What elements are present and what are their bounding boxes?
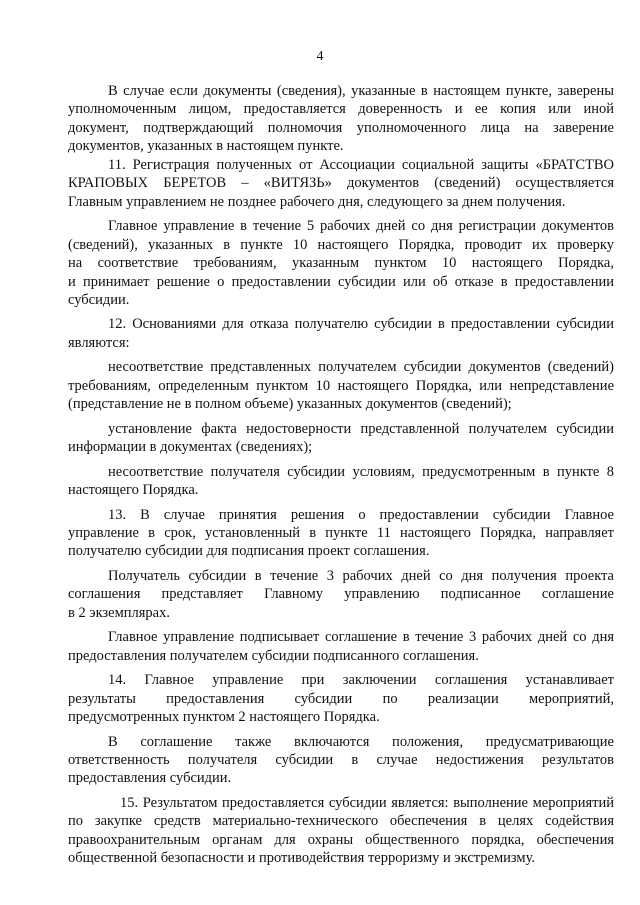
text-line: 12. Основаниями для отказа получателю субсидии в предоставлении субсидии xyxy=(108,316,614,333)
text-line: в 2 экземплярах. xyxy=(68,604,170,621)
text-line: 15. Результатом предоставляется субсидии является: выполнение мероприятий xyxy=(120,794,614,811)
text-line: Главное управление подписывает соглашение в течение 3 рабочих дней со дня xyxy=(108,629,614,646)
text-line: В соглашение также включаются положения, предусматривающие xyxy=(108,733,614,750)
text-line: уполномоченным лицом, предоставляется доверенность и ее копия или иной xyxy=(68,101,614,118)
text-line: несоответствие получателя субсидии условиям, предусмотренным в пункте 8 xyxy=(108,463,614,480)
text-line: КРАПОВЫХ БЕРЕТОВ – «ВИТЯЗЬ» документов (сведений) осуществляется xyxy=(68,175,614,192)
text-line: 11. Регистрация полученных от Ассоциации социальной защиты «БРАТСТВО xyxy=(108,156,614,173)
text-line: (сведений), указанных в пункте 10 настоящего Порядка, проводит их проверку xyxy=(68,236,614,253)
document-body xyxy=(68,82,614,868)
text-line: результаты предоставления субсидии по реализации мероприятий, xyxy=(68,690,614,707)
text-line: несоответствие представленных получателем субсидии документов (сведений) xyxy=(108,359,614,376)
text-line: и принимает решение о предоставлении субсидии или об отказе в предоставлении xyxy=(68,273,614,290)
text-line: предоставления получателем субсидии подписанного соглашения. xyxy=(68,647,479,664)
text-line: Главное управление в течение 5 рабочих дней со дня регистрации документов xyxy=(108,218,614,235)
page-number: 4 xyxy=(316,49,324,64)
text-line: по закупке средств материально-технического обеспечения в целях содействия xyxy=(68,813,614,830)
text-line: информации в документах (сведениях); xyxy=(68,439,313,456)
text-line: Главным управлением не позднее рабочего дня, следующего за днем получения. xyxy=(68,193,566,210)
text-line: получателю субсидии для подписания проект соглашения. xyxy=(68,543,430,560)
text-line: на соответствие требованиям, указанным пунктом 10 настоящего Порядка, xyxy=(68,255,614,272)
text-line: правоохранительным органам для охраны общественного порядка, обеспечения xyxy=(68,831,614,848)
text-line: настоящего Порядка. xyxy=(68,482,199,499)
text-line: управление в срок, установленный в пункте 11 настоящего Порядка, направляет xyxy=(68,524,614,541)
text-line: предоставления субсидии. xyxy=(68,770,232,787)
text-line: В случае если документы (сведения), указанные в настоящем пункте, заверены xyxy=(108,83,614,99)
text-line: требованиям, определенным пунктом 10 настоящего Порядка, или непредставление xyxy=(68,377,614,394)
text-line: соглашения представляет Главному управлению подписанное соглашение xyxy=(68,586,614,603)
text-line: документов, указанных в настоящем пункте. xyxy=(68,138,344,155)
text-line: субсидии. xyxy=(68,291,130,308)
text-line: являются: xyxy=(68,334,130,351)
text-line: установление факта недостоверности представленной получателем субсидии xyxy=(108,420,614,437)
text-line: 13. В случае принятия решения о предоставлении субсидии Главное xyxy=(108,506,614,523)
text-line: Получатель субсидии в течение 3 рабочих дней со дня получения проекта xyxy=(108,567,614,584)
text-line: 14. Главное управление при заключении соглашения устанавливает xyxy=(108,672,614,689)
text-line: документ, подтверждающий полномочия уполномоченного лица на заверение xyxy=(68,119,614,136)
text-line: (представление не в полном объеме) указанных документов (сведений); xyxy=(68,396,512,413)
text-line: предусмотренных пунктом 2 настоящего Порядка. xyxy=(68,709,380,726)
text-line: ответственность получателя субсидии в случае недостижения результатов xyxy=(68,751,614,768)
text-line: общественной безопасности и противодействия терроризму и экстремизму. xyxy=(68,850,536,867)
